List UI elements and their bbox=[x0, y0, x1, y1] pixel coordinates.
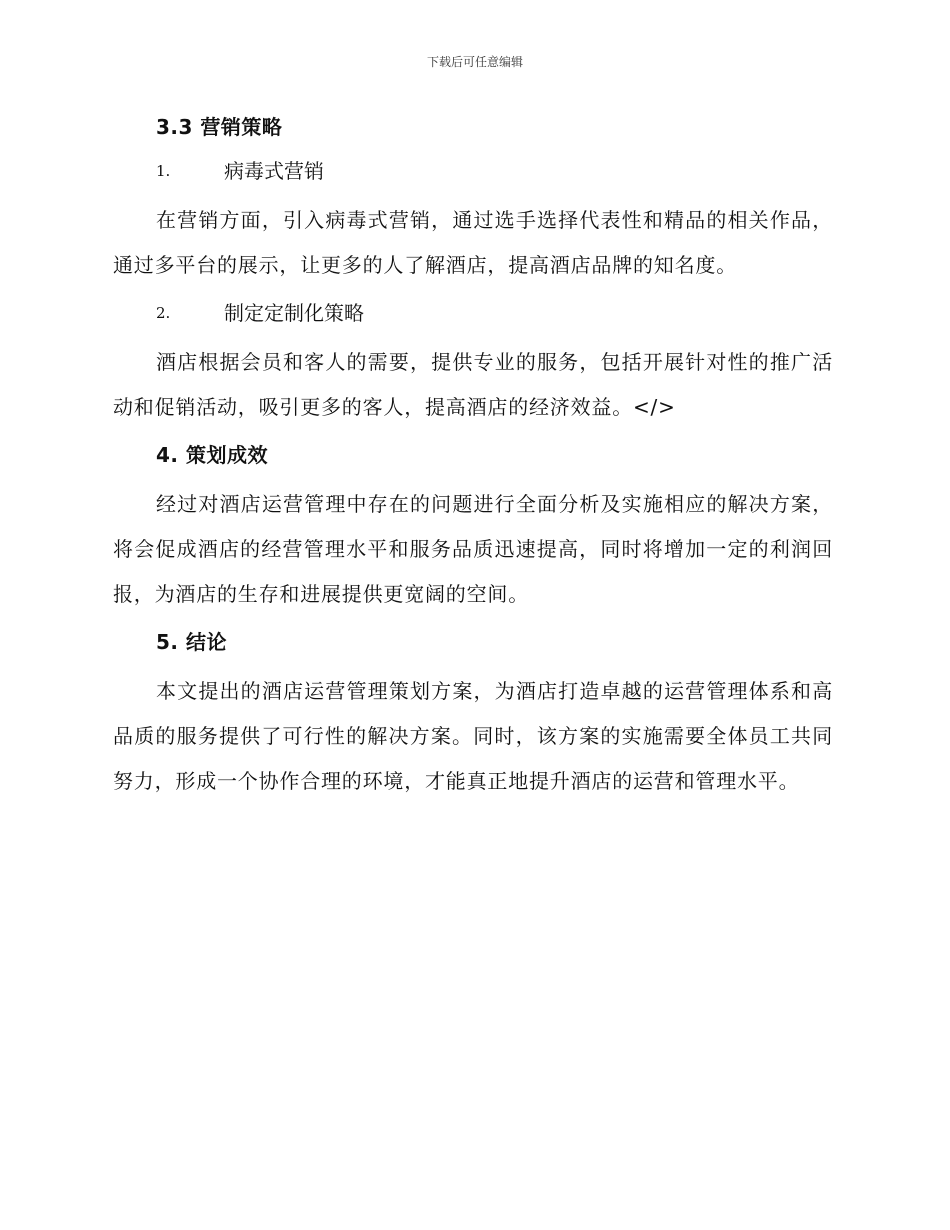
document-body bbox=[113, 112, 833, 804]
header-note: 下载后可任意编辑 bbox=[426, 55, 523, 69]
list-item-viral-marketing bbox=[156, 156, 833, 186]
list-number: 2. bbox=[156, 304, 171, 322]
paragraph-results: 经过对酒店运营管理中存在的问题进行全面分析及实施相应的解决方案，将会促成酒店的经营管理水平和服务品质迅速提高，同时将增加一定的利润回报，为酒店的生存和进展提供更宽阔的空间。 bbox=[113, 492, 833, 606]
paragraph-conclusion: 本文提出的酒店运营管理策划方案，为酒店打造卓越的运营管理体系和高品质的服务提供了可行性的解决方案。同时，该方案的实施需要全体员工共同努力，形成一个协作合理的环境，才能真正地提升酒店的运营和管理水平。 bbox=[113, 679, 833, 793]
paragraph-customization-strategy: 酒店根据会员和客人的需要，提供专业的服务，包括开展针对性的推广活动和促销活动，吸引更多的客人，提高酒店的经济效益。</> bbox=[113, 350, 833, 419]
section-heading-results: 4. 策划成效 bbox=[156, 443, 268, 467]
section-heading-conclusion: 5. 结论 bbox=[156, 630, 227, 654]
list-number: 1. bbox=[156, 162, 171, 180]
section-heading-marketing: 3.3 营销策略 bbox=[156, 115, 283, 139]
list-item-title: 制定定制化策略 bbox=[224, 301, 364, 325]
list-item-customization-strategy bbox=[156, 298, 833, 328]
paragraph-viral-marketing: 在营销方面，引入病毒式营销，通过选手选择代表性和精品的相关作品，通过多平台的展示，让更多的人了解酒店，提高酒店品牌的知名度。 bbox=[113, 208, 833, 277]
list-item-title: 病毒式营销 bbox=[224, 159, 324, 183]
